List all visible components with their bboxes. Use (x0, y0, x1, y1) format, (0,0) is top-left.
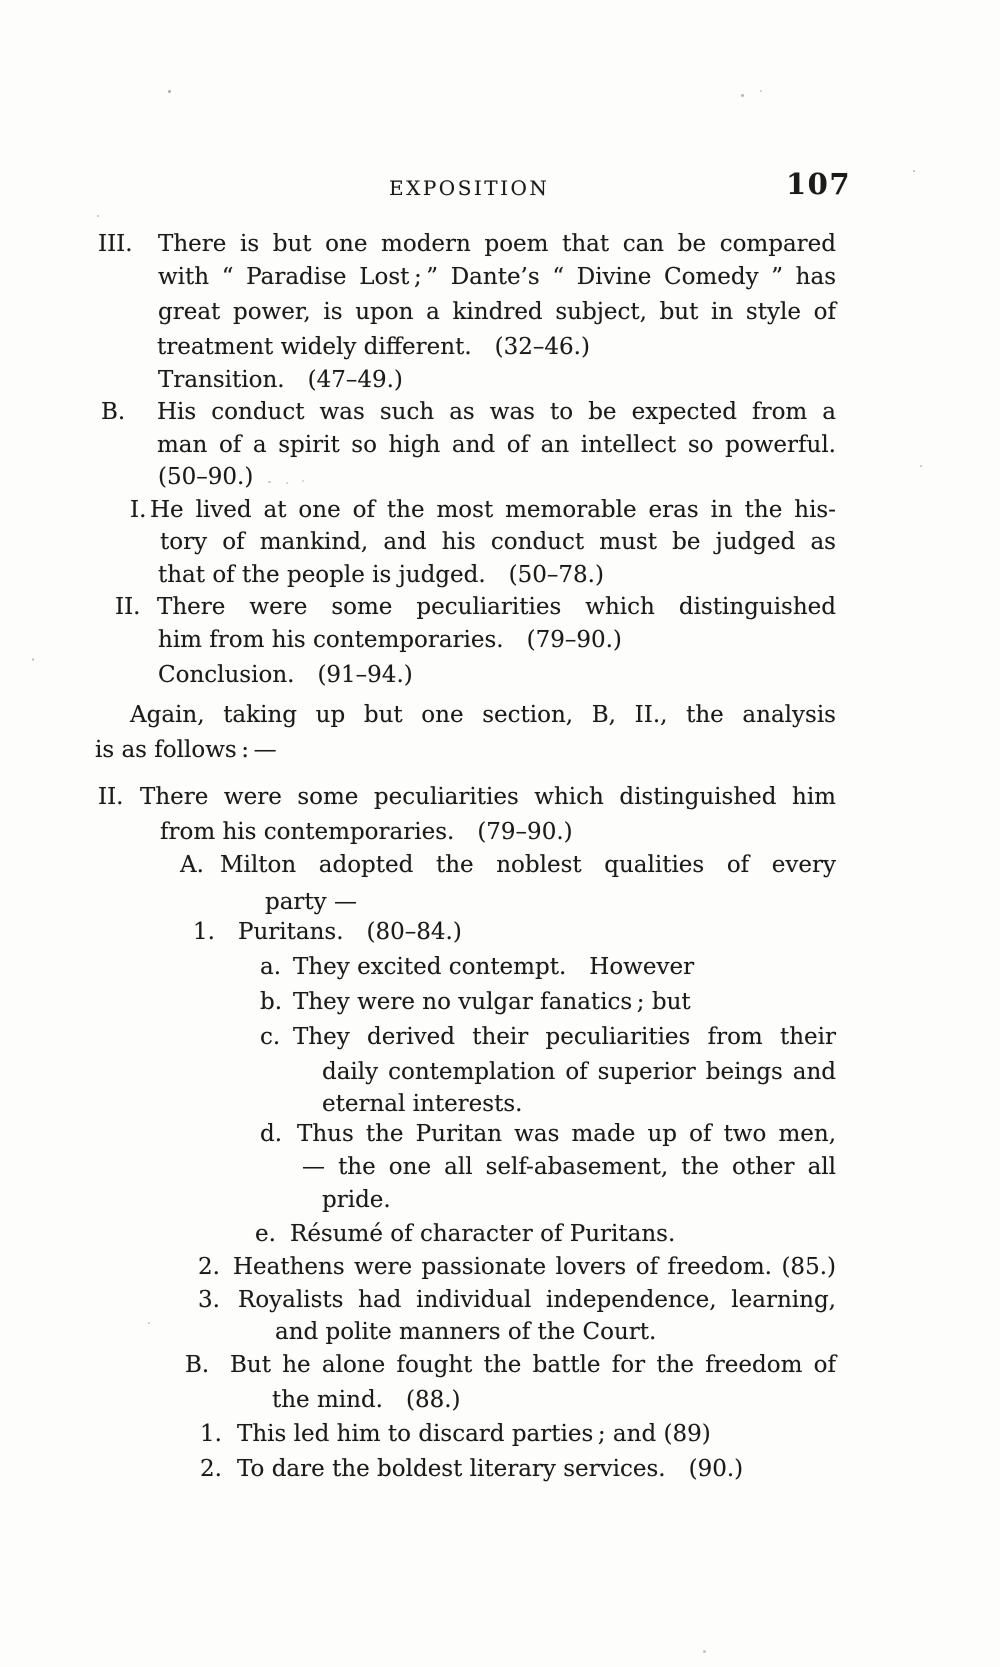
line-text: treatment widely different. (32–46.) (157, 334, 590, 360)
text-line (95, 432, 836, 462)
line-text: Heathens were passionate lovers of freedom. (85.) (233, 1254, 836, 1280)
text-line (95, 989, 836, 1019)
text-line (95, 627, 836, 657)
text-line (95, 889, 836, 919)
outline-label: I. (130, 497, 147, 523)
text-line (95, 594, 836, 624)
text-line (95, 464, 836, 494)
text-line (95, 497, 836, 527)
text-line (95, 819, 836, 849)
ink-speck (703, 1650, 706, 1653)
outline-label: II. (115, 594, 141, 620)
text-line (95, 1187, 836, 1217)
outline-label: c. (260, 1024, 281, 1050)
outline-label: 1. (193, 919, 215, 945)
outline-label: e. (255, 1221, 276, 1247)
line-text: eternal interests. (322, 1091, 523, 1117)
text-line (95, 334, 836, 364)
text-line (95, 784, 836, 814)
line-text: that of the people is judged. (50–78.) (158, 562, 604, 588)
text-line (95, 562, 836, 592)
text-line (95, 1421, 836, 1451)
outline-label: B. (101, 399, 126, 425)
ink-speck (302, 480, 304, 482)
line-text: To dare the boldest literary services. (90.) (237, 1456, 744, 1482)
text-line (95, 1387, 836, 1417)
text-line (95, 399, 836, 429)
text-line (95, 529, 836, 559)
text-line (95, 1121, 836, 1151)
text-line (95, 737, 836, 767)
text-line (95, 1024, 836, 1054)
line-text: Transition. (47–49.) (158, 367, 403, 393)
line-text: party — (265, 889, 357, 915)
line-text: They excited contempt. However (293, 954, 695, 980)
outline-text (95, 0, 836, 1667)
line-text: But he alone fought the battle for the freedom of (230, 1352, 836, 1378)
text-line (95, 702, 836, 732)
outline-label: 2. (198, 1254, 220, 1280)
line-text: man of a spirit so high and of an intellect so powerful. (157, 432, 836, 458)
line-text: Royalists had individual independence, learning, (238, 1287, 836, 1313)
line-text: tory of mankind, and his conduct must be judged as (160, 529, 836, 555)
outline-label: d. (260, 1121, 283, 1147)
line-text: His conduct was such as was to be expected from a (157, 399, 836, 425)
text-line (95, 919, 836, 949)
text-line (95, 231, 836, 261)
ink-speck (268, 481, 271, 483)
line-text: Puritans. (80–84.) (238, 919, 462, 945)
ink-speck (168, 90, 171, 93)
text-line (95, 852, 836, 882)
line-text: from his contemporaries. (79–90.) (160, 819, 573, 845)
text-line (95, 1352, 836, 1382)
text-line (95, 1154, 836, 1184)
line-text: great power, is upon a kindred subject, but in style of (158, 299, 836, 325)
outline-label: a. (260, 954, 282, 980)
line-text: and polite manners of the Court. (275, 1319, 657, 1345)
outline-label: b. (260, 989, 283, 1015)
text-line (95, 1059, 836, 1089)
line-text: He lived at one of the most memorable eras in the his- (150, 497, 836, 523)
line-text: — the one all self-abasement, the other all (302, 1154, 836, 1180)
line-text: Again, taking up but one section, B, II., the analysis (130, 702, 836, 728)
text-line (95, 299, 836, 329)
text-line (95, 1287, 836, 1317)
ink-speck (32, 658, 34, 661)
line-text: Conclusion. (91–94.) (158, 662, 413, 688)
page-number: 107 (786, 167, 852, 201)
ink-speck (286, 482, 288, 484)
line-text: with “ Paradise Lost ; ” Dante’s “ Divine Comedy ” has (158, 264, 836, 290)
line-text: (50–90.) (158, 464, 254, 490)
line-text: There were some peculiarities which distinguished him (140, 784, 836, 810)
line-text: Résumé of character of Puritans. (290, 1221, 676, 1247)
line-text: Thus the Puritan was made up of two men, (297, 1121, 836, 1147)
line-text: him from his contemporaries. (79–90.) (158, 627, 622, 653)
line-text: Milton adopted the noblest qualities of every (220, 852, 836, 878)
text-line (95, 367, 836, 397)
text-line (95, 1221, 836, 1251)
ink-speck (741, 94, 744, 97)
text-line (95, 1091, 836, 1121)
line-text: daily contemplation of superior beings and (322, 1059, 836, 1085)
outline-label: B. (185, 1352, 210, 1378)
text-line (95, 662, 836, 692)
ink-speck (760, 90, 762, 92)
ink-speck (97, 215, 99, 217)
outline-label: 2. (200, 1456, 222, 1482)
text-line (95, 1456, 836, 1486)
ink-speck (920, 465, 922, 467)
line-text: They were no vulgar fanatics ; but (293, 989, 691, 1015)
outline-label: II. (98, 784, 124, 810)
outline-label: 3. (198, 1287, 220, 1313)
text-line (95, 954, 836, 984)
line-text: They derived their peculiarities from their (293, 1024, 836, 1050)
text-line (95, 1254, 836, 1284)
line-text: There is but one modern poem that can be compared (158, 231, 836, 257)
ink-speck (913, 170, 915, 172)
line-text: pride. (322, 1187, 391, 1213)
ink-speck (148, 1322, 150, 1324)
outline-label: III. (98, 231, 133, 257)
outline-label: 1. (200, 1421, 222, 1447)
text-line (95, 1319, 836, 1349)
line-text: There were some peculiarities which distinguished (157, 594, 836, 620)
line-text: This led him to discard parties ; and (89) (237, 1421, 711, 1447)
running-title: EXPOSITION (389, 176, 550, 200)
line-text: the mind. (88.) (272, 1387, 461, 1413)
outline-label: A. (180, 852, 204, 878)
text-line (95, 264, 836, 294)
line-text: is as follows : — (95, 737, 277, 763)
